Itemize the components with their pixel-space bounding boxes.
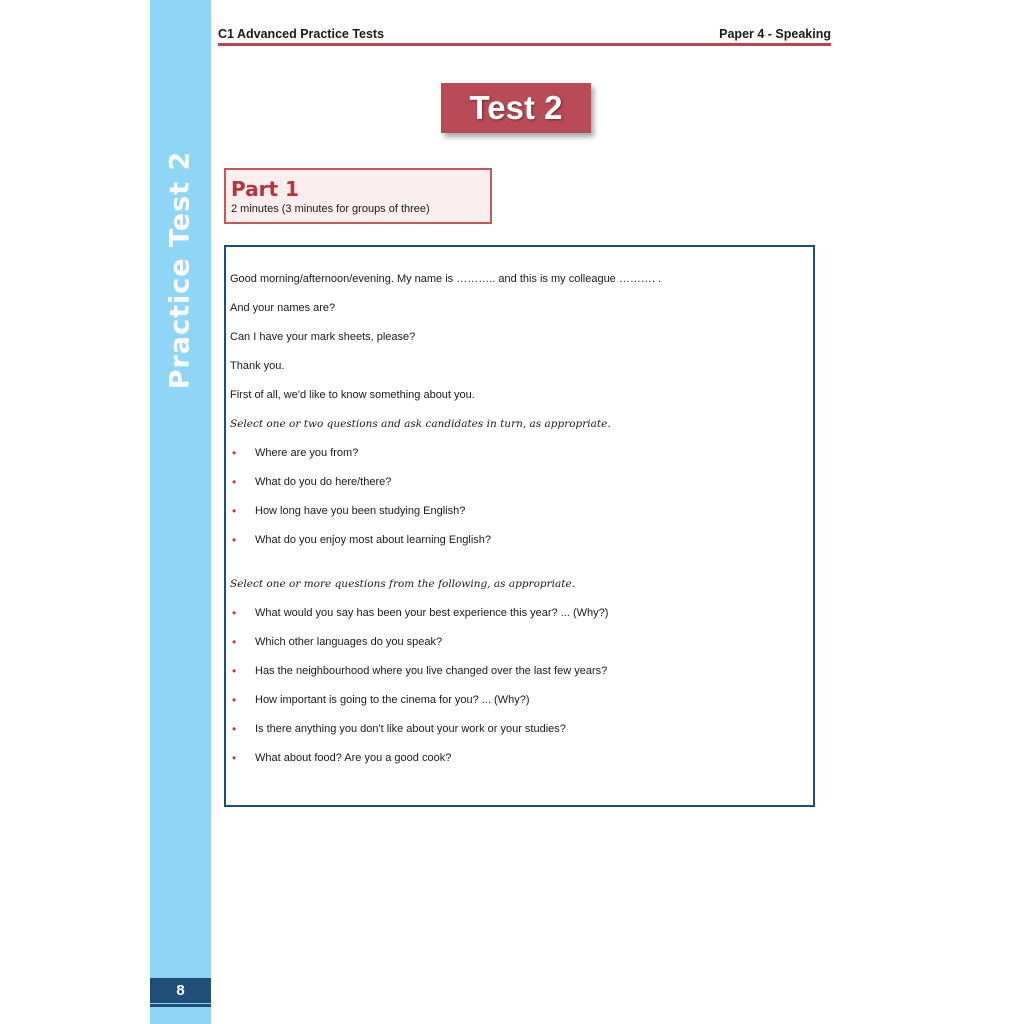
bullet-icon: • [232, 693, 237, 707]
header-book-title: C1 Advanced Practice Tests [218, 27, 385, 41]
side-title: Practice Test 2 [164, 150, 196, 390]
bullet-icon: • [232, 533, 237, 547]
bullet-icon: • [232, 751, 237, 765]
bullet-icon: • [232, 504, 237, 518]
intro-line: First of all, we'd like to know something about you. [230, 389, 475, 401]
bullet-icon: • [232, 446, 237, 460]
question-text: What do you do here/there? [255, 476, 392, 488]
question-text: How important is going to the cinema for you? ... (Why?) [255, 694, 530, 706]
question-text: How long have you been studying English? [255, 505, 466, 517]
question-text: What about food? Are you a good cook? [255, 752, 452, 764]
part-box [224, 168, 492, 224]
instruction-1: Select one or two questions and ask candidates in turn, as appropriate. [230, 418, 611, 430]
test-title: Test 2 [441, 83, 591, 133]
intro-line: Thank you. [230, 360, 285, 372]
question-text: Has the neighbourhood where you live changed over the last few years? [255, 665, 608, 677]
page-number-underline [150, 1004, 211, 1007]
part-subtitle: 2 minutes (3 minutes for groups of three) [231, 203, 430, 215]
part-heading: Part 1 [231, 177, 299, 201]
instruction-2: Select one or more questions from the following, as appropriate. [230, 578, 576, 590]
header-paper-title: Paper 4 - Speaking [719, 27, 831, 41]
header-rule [218, 43, 831, 46]
question-text: Where are you from? [255, 447, 359, 459]
bullet-icon: • [232, 664, 237, 678]
page-number: 8 [150, 978, 211, 1003]
bullet-icon: • [232, 475, 237, 489]
intro-line: And your names are? [230, 302, 336, 314]
running-header [218, 27, 831, 43]
question-text: What do you enjoy most about learning English? [255, 534, 492, 546]
question-text: Is there anything you don't like about your work or your studies? [255, 723, 566, 735]
bullet-icon: • [232, 722, 237, 736]
intro-line: Can I have your mark sheets, please? [230, 331, 416, 343]
bullet-icon: • [232, 635, 237, 649]
question-text: Which other languages do you speak? [255, 636, 443, 648]
content-box [224, 245, 815, 807]
intro-line: Good morning/afternoon/evening. My name is ……….. and this is my colleague ………. . [230, 273, 662, 285]
question-text: What would you say has been your best experience this year? ... (Why?) [255, 607, 609, 619]
bullet-icon: • [232, 606, 237, 620]
